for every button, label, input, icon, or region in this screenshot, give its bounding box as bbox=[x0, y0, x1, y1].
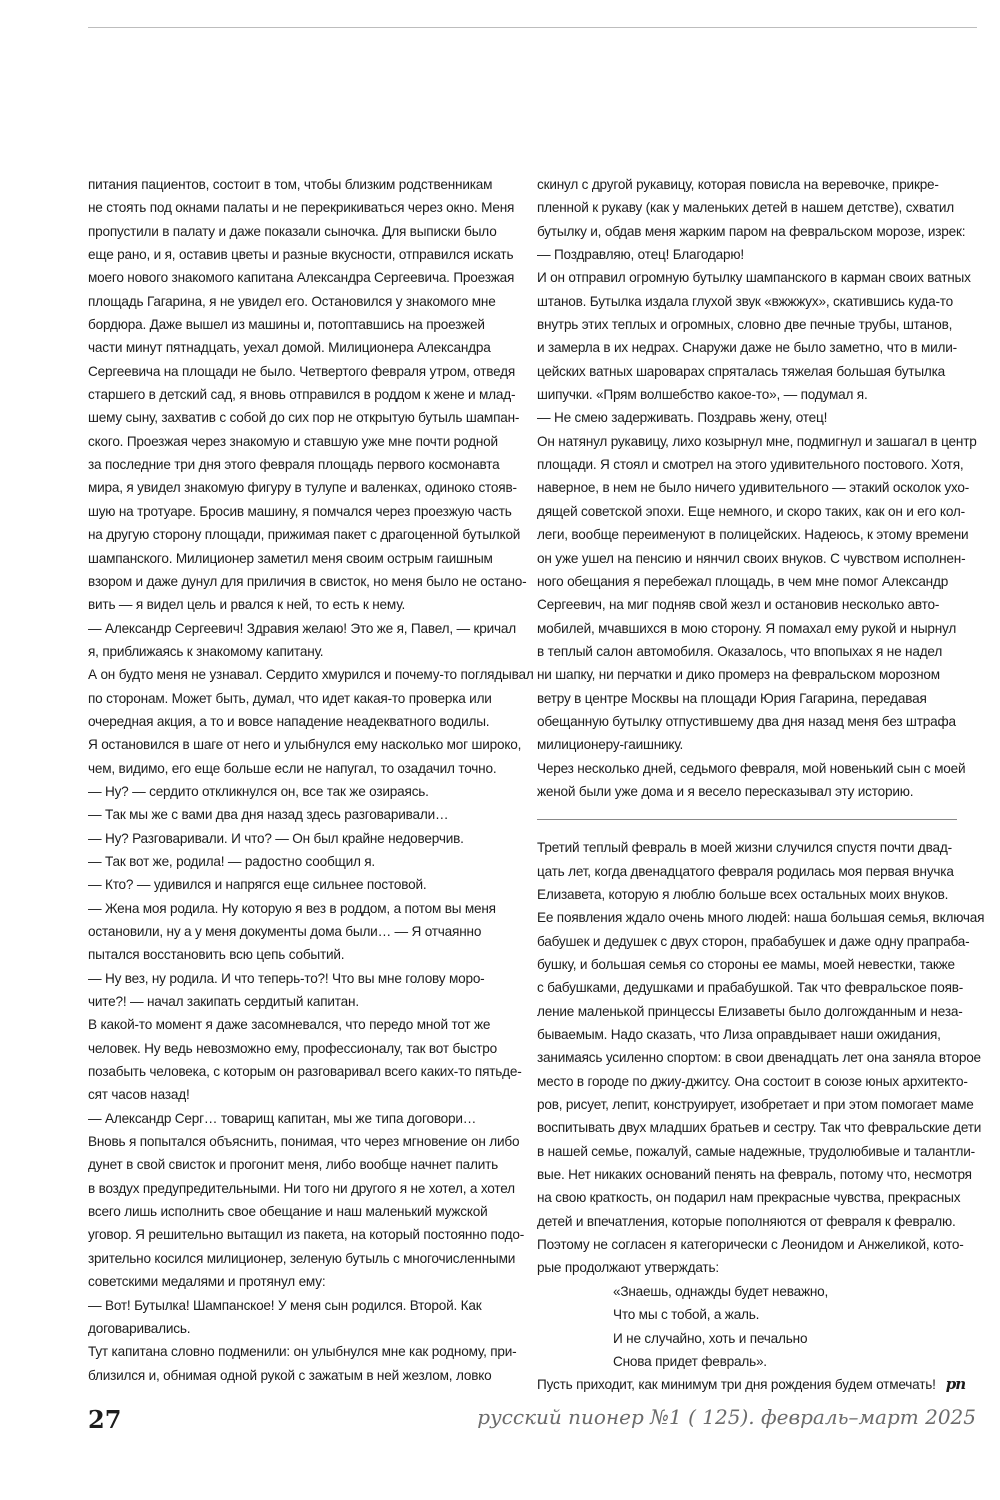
text-line: еще рано, и я, оставив цветы и разные вкусности, отправился искать bbox=[88, 247, 514, 263]
closing-line-text: Пусть приходит, как минимум три дня рождения будем отмечать! bbox=[537, 1377, 936, 1393]
text-line: остановили, ну а у меня документы дома были… — Я отчаянно bbox=[88, 924, 482, 939]
text-line: скинул с другой рукавицу, которая повисла на веревочке, прикре- bbox=[537, 177, 939, 192]
text-line: моего нового знакомого капитана Александра Сергеевича. Проезжая bbox=[88, 270, 515, 286]
text-line: пленной к рукаву (как у маленьких детей в нашем детстве), схватил bbox=[537, 200, 954, 216]
text-line: вые. Нет никаких оснований пенять на февраль, потому что, несмотря bbox=[537, 1167, 972, 1183]
poem-line: Снова придет февраль». bbox=[613, 1353, 767, 1369]
text-line: — Не смею задерживать. Поздравь жену, отец! bbox=[537, 410, 828, 426]
text-line: мира, я увидел знакомую фигуру в тулупе и валенках, одиноко стояв- bbox=[88, 480, 517, 496]
text-line: леги, вообще переименуют в полицейских. Надеюсь, к этому времени bbox=[537, 527, 969, 543]
text-line: я, приближаясь к знакомому капитану. bbox=[88, 643, 324, 659]
text-line: за последние три дня этого февраля площадь первого космонавта bbox=[88, 457, 500, 473]
text-line: женой были уже дома и я весело пересказывал эту историю. bbox=[537, 783, 914, 799]
text-line: — Ну вез, ну родила. И что теперь-то?! Что вы мне голову моро- bbox=[88, 970, 485, 986]
text-line: очередная акция, а то и вовсе нападение неадекватного водилы. bbox=[88, 713, 490, 729]
text-line: чем, видимо, его еще больше если не напугал, то озадачил точно. bbox=[88, 760, 497, 776]
text-line: ского. Проезжая через знакомую и ставшую уже мне почти родной bbox=[88, 433, 498, 449]
text-line: близился и, обнимая одной рукой с зажатым в ней жезлом, ловко bbox=[88, 1367, 492, 1383]
left-column bbox=[88, 173, 534, 1387]
text-line: внутрь этих теплых и огромных, словно две печные трубы, штанов, bbox=[537, 317, 953, 333]
text-line: цать лет, когда двенадцатого февраля родилась моя первая внучка bbox=[537, 863, 954, 879]
text-line: — Кто? — удивился и напрягся еще сильнее постовой. bbox=[88, 877, 427, 893]
end-mark-logo: рп bbox=[945, 1375, 966, 1394]
text-line: договаривались. bbox=[88, 1320, 191, 1336]
text-line: дящей советской эпохи. Еще немного, и скоро таких, как он и его кол- bbox=[537, 503, 965, 519]
text-line: — Александр Сергеевич! Здравия желаю! Это же я, Павел, — кричал bbox=[88, 620, 516, 636]
text-line: пытался восстановить всю цепь событий. bbox=[88, 947, 345, 963]
poem-line: Что мы с тобой, а жаль. bbox=[613, 1307, 760, 1323]
text-line: В какой-то момент я даже засомневался, что передо мной тот же bbox=[88, 1017, 491, 1033]
page-number: 27 bbox=[88, 1405, 122, 1434]
text-line: ров, рисует, лепит, конструирует, изобретает и при этом помогает маме bbox=[537, 1097, 974, 1113]
text-line: — Вот! Бутылка! Шампанское! У меня сын родился. Второй. Как bbox=[88, 1297, 482, 1313]
text-line: Я остановился в шаге от него и улыбнулся ему насколько мог широко, bbox=[88, 737, 522, 753]
text-line: с бабушками, дедушками и прабабушкой. Так что февральское появ- bbox=[537, 980, 964, 996]
text-line: в нашей семье, пожалуй, самые надежные, трудолюбивые и талантли- bbox=[537, 1143, 975, 1159]
text-line: советскими медалями и протянул ему: bbox=[88, 1274, 326, 1290]
text-line: на другую сторону площади, прижимая пакет с драгоценной бутылкой bbox=[88, 527, 521, 543]
text-line: не стоять под окнами палаты и не перекрикиваться через окно. Меня bbox=[88, 200, 515, 216]
text-line: — Александр Серг… товарищ капитан, мы же типа договори… bbox=[88, 1110, 477, 1126]
text-line: бываемым. Надо сказать, что Лиза оправдывает наши ожидания, bbox=[537, 1027, 941, 1043]
text-line: мобилей, мчавшихся в мою сторону. Я помахал ему рукой и нырнул bbox=[537, 620, 957, 636]
text-line: по сторонам. Может быть, думал, что идет какая-то проверка или bbox=[88, 690, 492, 706]
text-line: Вновь я попытался объяснить, понимая, что через мгновение он либо bbox=[88, 1134, 520, 1150]
text-line: старшего в детский сад, я вновь отправился в роддом к жене и млад- bbox=[88, 387, 516, 403]
text-line: всего лишь исполнить свое обещание и наш маленький мужской bbox=[88, 1204, 488, 1220]
text-line: бабушек и дедушек с двух сторон, прабабушек и даже одну прапраба- bbox=[537, 933, 970, 949]
text-line: питания пациентов, состоит в том, чтобы близким родственникам bbox=[88, 177, 493, 192]
right-column-part2 bbox=[537, 836, 985, 1280]
text-line: рые продолжают утверждать: bbox=[537, 1260, 719, 1276]
text-line: сят часов назад! bbox=[88, 1087, 190, 1103]
text-line: занимаясь усиленно спортом: в свои двенадцать лет она заняла второе bbox=[537, 1050, 981, 1066]
top-rule bbox=[88, 27, 977, 28]
text-line: шую на тротуаре. Бросив машину, я помчался через проезжую часть bbox=[88, 503, 512, 519]
closing-line bbox=[537, 1373, 966, 1396]
text-line: ного обещания я перебежал площадь, в чем мне помог Александр bbox=[537, 573, 949, 589]
section-divider-wrap bbox=[537, 803, 960, 836]
text-line: А он будто меня не узнавал. Сердито хмурился и почему-то поглядывал bbox=[88, 667, 534, 683]
text-line: зрительно косился милиционер, зеленую бутыль с многочисленными bbox=[88, 1250, 516, 1266]
text-line: шампанского. Милиционер заметил меня своим острым гаишным bbox=[88, 550, 493, 566]
text-line: И он отправил огромную бутылку шампанского в карман своих ватных bbox=[537, 270, 971, 286]
right-column-part1 bbox=[537, 173, 977, 803]
text-line: милиционеру-гаишнику. bbox=[537, 737, 684, 753]
text-line: Он натянул рукавицу, лихо козырнул мне, подмигнул и зашагал в центр bbox=[537, 433, 977, 449]
text-line: Через несколько дней, седьмого февраля, мой новенький сын с моей bbox=[537, 760, 966, 776]
text-line: штанов. Бутылка издала глухой звук «вжжжух», скатившись куда-то bbox=[537, 293, 954, 309]
text-line: Ее появления ждало очень много людей: наша большая семья, включая bbox=[537, 910, 985, 926]
text-line: уговор. Я решительно вытащил из пакета, на который постоянно подо- bbox=[88, 1227, 525, 1243]
text-line: на свою краткость, он подарил нам прекрасные чувства, прекрасных bbox=[537, 1190, 961, 1206]
text-line: — Жена моя родила. Ну которую я вез в роддом, а потом вы меня bbox=[88, 900, 496, 916]
text-line: шему сыну, захватив с собой до сих пор не открытую бутыль шампан- bbox=[88, 410, 520, 426]
text-line: ветру в центре Москвы на площади Юрия Гагарина, передавая bbox=[537, 690, 927, 706]
poem-line: «Знаешь, однажды будет неважно, bbox=[613, 1283, 829, 1299]
text-line: цейских ватных шароварах спряталась тяжелая большая бутылка bbox=[537, 363, 946, 379]
text-line: площади. Я стоял и смотрел на этого удивительного постового. Хотя, bbox=[537, 457, 964, 473]
text-line: место в городе по джиу-джитсу. Она состоит в союзе юных архитекто- bbox=[537, 1073, 968, 1089]
text-line: — Ну? Разговаривали. И что? — Он был крайне недоверчив. bbox=[88, 830, 464, 846]
text-line: бутылку и, обдав меня жарким паром на февральском морозе, изрек: bbox=[537, 223, 966, 239]
text-line: Сергеевича на площади не было. Четвертого февраля утром, отведя bbox=[88, 363, 516, 379]
right-column bbox=[537, 173, 985, 1397]
text-line: человек. Ну ведь невозможно ему, профессионалу, так вот быстро bbox=[88, 1040, 497, 1056]
section-divider bbox=[537, 819, 957, 820]
text-line: — Поздравляю, отец! Благодарю! bbox=[537, 247, 744, 263]
text-line: взором и даже дунул для приличия в свисток, но меня было не останo- bbox=[88, 573, 527, 589]
text-line: и замерла в их недрах. Снаружи даже не было заметно, что в мили- bbox=[537, 340, 957, 356]
text-line: воспитывать двух младших братьев и сестру. Так что февральские дети bbox=[537, 1120, 982, 1136]
text-line: вить — я видел цель и рвался к ней, то есть к нему. bbox=[88, 597, 406, 613]
magazine-masthead: русский пионер №1 ( 125). февраль–март 2025 bbox=[477, 1405, 976, 1429]
text-line: шипучки. «Прям волшебство какое-то», — подумал я. bbox=[537, 387, 868, 403]
text-line: части минут пятнадцать, уехал домой. Милиционера Александра bbox=[88, 340, 491, 356]
text-line: детей и впечатления, которые пополняются от февраля к февралю. bbox=[537, 1213, 956, 1229]
text-line: обещанную бутылку отпустившему два дня назад меня без штрафа bbox=[537, 713, 956, 729]
text-line: — Так вот же, родила! — радостно сообщил я. bbox=[88, 853, 376, 869]
text-line: Елизавета, которую я люблю больше всех остальных моих внуков. bbox=[537, 886, 949, 902]
text-line: бушку, и большая семья со стороны ее мамы, моей невестки, также bbox=[537, 957, 955, 972]
text-line: Третий теплый февраль в моей жизни случился спустя почти двад- bbox=[537, 840, 952, 856]
text-line: Сергеевич, на миг подняв свой жезл и остановив несколько авто- bbox=[537, 597, 940, 613]
text-line: — Ну? — сердито откликнулся он, все так же озираясь. bbox=[88, 783, 429, 799]
text-line: наверное, в нем не было ничего удивительного — этакий осколок ухо- bbox=[537, 480, 970, 496]
poem-line: И не случайно, хоть и печально bbox=[613, 1330, 808, 1346]
text-line: дунет в свой свисток и прогонит меня, либо вообще начнет палить bbox=[88, 1157, 499, 1173]
text-line: позабыть человека, с которым он разговаривал всего каких-то пятьде- bbox=[88, 1064, 522, 1080]
text-line: площадь Гагарина, я не увидел его. Остановился у знакомого мне bbox=[88, 293, 496, 309]
text-line: Поэтому не согласен я категорически с Леонидом и Анжеликой, кото- bbox=[537, 1237, 964, 1253]
text-line: бордюра. Даже вышел из машины и, потоптавшись на проезжей bbox=[88, 317, 485, 333]
text-line: ни шапку, ни перчатки и дико промерз на февральском морозном bbox=[537, 667, 940, 683]
text-line: ление маленькой принцессы Елизаветы было долгожданным и неза- bbox=[537, 1003, 963, 1019]
text-line: Тут капитана словно подменили: он улыбнулся мне как родному, при- bbox=[88, 1344, 517, 1360]
text-line: пропустили в палату и даже показали сыночка. Для выписки было bbox=[88, 223, 497, 239]
text-line: в теплый салон автомобиля. Оказалось, что впопыхах я не надел bbox=[537, 643, 943, 659]
poem bbox=[537, 1280, 960, 1373]
text-line: — Так мы же с вами два дня назад здесь разговаривали… bbox=[88, 807, 449, 823]
text-line: он уже ушел на пенсию и нянчил своих внуков. С чувством исполнен- bbox=[537, 550, 966, 566]
text-line: чите?! — начал закипать сердитый капитан. bbox=[88, 994, 359, 1010]
text-line: в воздух предупредительными. Ни того ни другого я не хотел, а хотел bbox=[88, 1180, 515, 1196]
